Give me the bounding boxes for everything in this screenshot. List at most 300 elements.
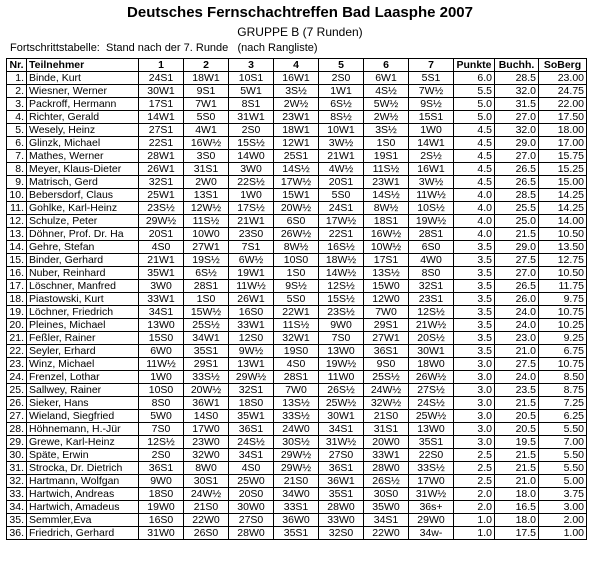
round-result-cell: 20S0 [229,488,274,501]
round-result-cell: 21W1 [229,215,274,228]
table-row [7,176,587,189]
round-result-cell: 11W½ [139,358,184,371]
round-result-cell: 5W½ [364,98,409,111]
round-result-cell: 27S0 [229,514,274,527]
table-row [7,228,587,241]
round-result-cell: 9S½ [274,280,319,293]
page-title: Deutsches Fernschachtreffen Bad Laasphe 2007 [127,4,473,21]
buchholz-cell: 21.0 [495,345,539,358]
round-result-cell: 19W½ [319,358,364,371]
round-result-cell: 1S0 [364,137,409,150]
round-result-cell: 25S1 [274,150,319,163]
round-result-cell: 29S1 [184,358,229,371]
round-result-cell: 32S1 [229,384,274,397]
column-header: Punkte [454,59,495,72]
sonneborn-berger-cell: 12.75 [539,254,587,267]
round-result-cell: 5S0 [319,189,364,202]
player-name-cell: Bebersdorf, Claus [27,189,139,202]
table-row [7,462,587,475]
buchholz-cell: 27.5 [495,254,539,267]
table-subtitle: Fortschrittstabelle: Stand nach der 7. Runde (nach Rangliste) [10,42,318,54]
round-result-cell: 19W0 [139,501,184,514]
round-result-cell: 10S0 [274,254,319,267]
round-result-cell: 20S½ [409,332,454,345]
sonneborn-berger-cell: 17.50 [539,111,587,124]
round-result-cell: 24W½ [364,384,409,397]
sonneborn-berger-cell: 24.75 [539,85,587,98]
round-result-cell: 36S1 [139,462,184,475]
round-result-cell: 8W½ [364,202,409,215]
round-result-cell: 28W0 [229,527,274,540]
round-result-cell: 4S0 [274,358,319,371]
player-name-cell: Löschner, Manfred [27,280,139,293]
column-header: 6 [364,59,409,72]
round-result-cell: 36S1 [364,345,409,358]
round-result-cell: 1W1 [319,85,364,98]
column-header: Nr. [7,59,27,72]
player-name-cell: Packroff, Hermann [27,98,139,111]
round-result-cell: 33W1 [364,449,409,462]
round-result-cell: 20S1 [139,228,184,241]
round-result-cell: 22S1 [139,137,184,150]
table-row [7,488,587,501]
column-header: Teilnehmer [27,59,139,72]
rank-cell: 19. [7,306,27,319]
sonneborn-berger-cell: 10.75 [539,306,587,319]
table-row [7,345,587,358]
column-header: 4 [274,59,319,72]
points-cell: 4.5 [454,137,495,150]
player-name-cell: Frenzel, Lothar [27,371,139,384]
player-name-cell: Gohlke, Karl-Heinz [27,202,139,215]
player-name-cell: Hartmann, Wolfgan [27,475,139,488]
points-cell: 3.5 [454,267,495,280]
buchholz-cell: 21.5 [495,462,539,475]
sonneborn-berger-cell: 10.25 [539,319,587,332]
round-result-cell: 19W1 [229,267,274,280]
round-result-cell: 28S1 [409,228,454,241]
round-result-cell: 8W½ [274,241,319,254]
round-result-cell: 15S0 [139,332,184,345]
round-result-cell: 22W0 [364,527,409,540]
round-result-cell: 6S0 [409,241,454,254]
round-result-cell: 24S1 [139,72,184,85]
round-result-cell: 24S½ [229,436,274,449]
player-name-cell: Hartwich, Andreas [27,488,139,501]
round-result-cell: 5W1 [229,85,274,98]
round-result-cell: 23W0 [184,436,229,449]
buchholz-cell: 25.0 [495,215,539,228]
rank-cell: 1. [7,72,27,85]
rank-cell: 11. [7,202,27,215]
rank-cell: 23. [7,358,27,371]
round-result-cell: 34S1 [364,514,409,527]
player-name-cell: Grewe, Karl-Heinz [27,436,139,449]
column-header: 1 [139,59,184,72]
column-header: 7 [409,59,454,72]
player-name-cell: Mathes, Werner [27,150,139,163]
round-result-cell: 8S0 [139,397,184,410]
points-cell: 3.5 [454,241,495,254]
round-result-cell: 14W1 [139,111,184,124]
round-result-cell: 8W0 [184,462,229,475]
round-result-cell: 1W0 [139,371,184,384]
buchholz-cell: 25.5 [495,202,539,215]
round-result-cell: 26W1 [139,163,184,176]
standings-table [6,58,587,540]
round-result-cell: 3W½ [319,137,364,150]
round-result-cell: 30W1 [139,85,184,98]
round-result-cell: 1S0 [274,267,319,280]
round-result-cell: 31W½ [409,488,454,501]
round-result-cell: 30S0 [364,488,409,501]
round-result-cell: 6W0 [139,345,184,358]
rank-cell: 9. [7,176,27,189]
player-name-cell: Semmler,Eva [27,514,139,527]
player-name-cell: Meyer, Klaus-Dieter [27,163,139,176]
round-result-cell: 11S½ [364,163,409,176]
rank-cell: 33. [7,488,27,501]
round-result-cell: 27S1 [139,124,184,137]
rank-cell: 7. [7,150,27,163]
points-cell: 3.0 [454,423,495,436]
buchholz-cell: 17.5 [495,527,539,540]
buchholz-cell: 28.5 [495,189,539,202]
round-result-cell: 11W0 [319,371,364,384]
round-result-cell: 12S0 [229,332,274,345]
round-result-cell: 15W½ [184,306,229,319]
rank-cell: 30. [7,449,27,462]
round-result-cell: 35S1 [319,488,364,501]
round-result-cell: 7W1 [184,98,229,111]
round-result-cell: 7W0 [364,306,409,319]
points-cell: 4.5 [454,124,495,137]
points-cell: 5.0 [454,111,495,124]
round-result-cell: 16S½ [319,241,364,254]
round-result-cell: 12S½ [139,436,184,449]
round-result-cell: 13S1 [184,189,229,202]
sonneborn-berger-cell: 3.00 [539,501,587,514]
round-result-cell: 35W0 [364,501,409,514]
round-result-cell: 29W½ [274,449,319,462]
rank-cell: 36. [7,527,27,540]
round-result-cell: 4W1 [184,124,229,137]
round-result-cell: 27S0 [319,449,364,462]
round-result-cell: 18W½ [319,254,364,267]
round-result-cell: 5S1 [409,72,454,85]
round-result-cell: 28S1 [184,280,229,293]
round-result-cell: 7W½ [409,85,454,98]
points-cell: 3.0 [454,358,495,371]
round-result-cell: 32S1 [139,176,184,189]
round-result-cell: 31W0 [139,527,184,540]
table-row [7,306,587,319]
points-cell: 1.0 [454,514,495,527]
table-row [7,137,587,150]
sonneborn-berger-cell: 15.25 [539,163,587,176]
table-row [7,527,587,540]
points-cell: 3.0 [454,371,495,384]
round-result-cell: 25W½ [409,410,454,423]
buchholz-cell: 23.0 [495,332,539,345]
rank-cell: 31. [7,462,27,475]
points-cell: 3.5 [454,280,495,293]
sonneborn-berger-cell: 6.75 [539,345,587,358]
round-result-cell: 19S1 [364,150,409,163]
player-name-cell: Seyler, Erhard [27,345,139,358]
round-result-cell: 1W0 [229,189,274,202]
player-name-cell: Friedrich, Gerhard [27,527,139,540]
round-result-cell: 6W1 [364,72,409,85]
round-result-cell: 16W1 [409,163,454,176]
player-name-cell: Höhnemann, H.-Jür [27,423,139,436]
round-result-cell: 33W1 [139,293,184,306]
sonneborn-berger-cell: 1.00 [539,527,587,540]
buchholz-cell: 28.5 [495,72,539,85]
round-result-cell: 35W1 [229,410,274,423]
rank-cell: 32. [7,475,27,488]
round-result-cell: 19W½ [409,215,454,228]
rank-cell: 10. [7,189,27,202]
round-result-cell: 35S1 [274,527,319,540]
sonneborn-berger-cell: 5.50 [539,423,587,436]
sonneborn-berger-cell: 14.00 [539,215,587,228]
round-result-cell: 24S1 [319,202,364,215]
round-result-cell: 26S0 [184,527,229,540]
sonneborn-berger-cell: 8.50 [539,371,587,384]
round-result-cell: 15W0 [364,280,409,293]
table-body [7,72,587,540]
round-result-cell: 6S½ [319,98,364,111]
buchholz-cell: 26.5 [495,176,539,189]
sonneborn-berger-cell: 17.00 [539,137,587,150]
round-result-cell: 13W0 [409,423,454,436]
round-result-cell: 2W½ [274,98,319,111]
round-result-cell: 27S½ [409,384,454,397]
round-result-cell: 17W½ [319,215,364,228]
points-cell: 4.0 [454,215,495,228]
round-result-cell: 18S0 [139,488,184,501]
round-result-cell: 16W½ [364,228,409,241]
round-result-cell: 34w- [409,527,454,540]
round-result-cell: 13W1 [229,358,274,371]
round-result-cell: 2W0 [184,176,229,189]
player-name-cell: Matrisch, Gerd [27,176,139,189]
points-cell: 2.5 [454,449,495,462]
points-cell: 6.0 [454,72,495,85]
round-result-cell: 12W1 [274,137,319,150]
sonneborn-berger-cell: 23.00 [539,72,587,85]
round-result-cell: 24W½ [184,488,229,501]
points-cell: 3.0 [454,397,495,410]
round-result-cell: 33S½ [409,462,454,475]
round-result-cell: 27W1 [364,332,409,345]
round-result-cell: 16W½ [184,137,229,150]
round-result-cell: 2W½ [364,111,409,124]
round-result-cell: 25S½ [184,319,229,332]
round-result-cell: 17S½ [229,202,274,215]
rank-cell: 4. [7,111,27,124]
round-result-cell: 13S½ [364,267,409,280]
points-cell: 4.5 [454,163,495,176]
rank-cell: 2. [7,85,27,98]
round-result-cell: 6S½ [184,267,229,280]
round-result-cell: 26W½ [274,228,319,241]
rank-cell: 5. [7,124,27,137]
buchholz-cell: 24.0 [495,371,539,384]
buchholz-cell: 24.0 [495,319,539,332]
round-result-cell: 32W½ [364,397,409,410]
player-name-cell: Glinzk, Michael [27,137,139,150]
round-result-cell: 36S1 [319,462,364,475]
round-result-cell: 36W1 [184,397,229,410]
rank-cell: 20. [7,319,27,332]
round-result-cell: 12S½ [409,306,454,319]
sonneborn-berger-cell: 9.25 [539,332,587,345]
round-result-cell: 32S0 [319,527,364,540]
points-cell: 3.5 [454,345,495,358]
round-result-cell: 29S1 [364,319,409,332]
round-result-cell: 22W1 [274,306,319,319]
rank-cell: 27. [7,410,27,423]
sonneborn-berger-cell: 2.00 [539,514,587,527]
buchholz-cell: 32.0 [495,85,539,98]
round-result-cell: 22W0 [184,514,229,527]
round-result-cell: 8S½ [319,111,364,124]
buchholz-cell: 21.5 [495,449,539,462]
round-result-cell: 36W0 [274,514,319,527]
buchholz-cell: 26.0 [495,293,539,306]
round-result-cell: 19S0 [274,345,319,358]
rank-cell: 14. [7,241,27,254]
round-result-cell: 29W0 [409,514,454,527]
points-cell: 4.5 [454,150,495,163]
table-row [7,384,587,397]
round-result-cell: 36W1 [319,475,364,488]
points-cell: 3.0 [454,410,495,423]
round-result-cell: 11W½ [229,280,274,293]
points-cell: 4.0 [454,202,495,215]
buchholz-cell: 18.0 [495,514,539,527]
round-result-cell: 17W0 [184,423,229,436]
table-row [7,111,587,124]
rank-cell: 6. [7,137,27,150]
round-result-cell: 4S0 [229,462,274,475]
round-result-cell: 31W1 [229,111,274,124]
rank-cell: 12. [7,215,27,228]
round-result-cell: 24W0 [274,423,319,436]
player-name-cell: Späte, Erwin [27,449,139,462]
round-result-cell: 1S0 [184,293,229,306]
round-result-cell: 33S1 [274,501,319,514]
round-result-cell: 15S½ [229,137,274,150]
table-row [7,436,587,449]
round-result-cell: 9S1 [184,85,229,98]
rank-cell: 3. [7,98,27,111]
round-result-cell: 25W1 [139,189,184,202]
column-header: 3 [229,59,274,72]
player-name-cell: Piastowski, Kurt [27,293,139,306]
table-row [7,150,587,163]
round-result-cell: 23S½ [139,202,184,215]
round-result-cell: 34S1 [229,449,274,462]
round-result-cell: 11S½ [274,319,319,332]
round-result-cell: 4W½ [319,163,364,176]
rank-cell: 22. [7,345,27,358]
round-result-cell: 35W1 [139,267,184,280]
rank-cell: 13. [7,228,27,241]
sonneborn-berger-cell: 7.25 [539,397,587,410]
sonneborn-berger-cell: 10.75 [539,358,587,371]
round-result-cell: 36s+ [409,501,454,514]
round-result-cell: 31W½ [319,436,364,449]
round-result-cell: 16S0 [139,514,184,527]
sonneborn-berger-cell: 15.75 [539,150,587,163]
player-name-cell: Pleines, Michael [27,319,139,332]
rank-cell: 26. [7,397,27,410]
round-result-cell: 18S0 [229,397,274,410]
round-result-cell: 1W0 [409,124,454,137]
points-cell: 3.5 [454,306,495,319]
player-name-cell: Löchner, Friedrich [27,306,139,319]
points-cell: 5.0 [454,98,495,111]
table-row [7,163,587,176]
player-name-cell: Gehre, Stefan [27,241,139,254]
buchholz-cell: 20.5 [495,410,539,423]
table-row [7,397,587,410]
round-result-cell: 29W½ [139,215,184,228]
buchholz-cell: 27.0 [495,267,539,280]
player-name-cell: Schulze, Peter [27,215,139,228]
points-cell: 3.0 [454,384,495,397]
player-name-cell: Hartwich, Amadeus [27,501,139,514]
table-row [7,410,587,423]
round-result-cell: 27W1 [184,241,229,254]
table-row [7,449,587,462]
buchholz-cell: 24.0 [495,306,539,319]
round-result-cell: 2S0 [139,449,184,462]
sonneborn-berger-cell: 10.50 [539,267,587,280]
rank-cell: 35. [7,514,27,527]
buchholz-cell: 21.0 [495,475,539,488]
round-result-cell: 34W1 [184,332,229,345]
round-result-cell: 5W0 [139,410,184,423]
round-result-cell: 17S1 [139,98,184,111]
round-result-cell: 12W½ [184,202,229,215]
round-result-cell: 22S1 [319,228,364,241]
round-result-cell: 20W0 [364,436,409,449]
round-result-cell: 26S½ [319,384,364,397]
round-result-cell: 17W½ [274,176,319,189]
round-result-cell: 23S½ [319,306,364,319]
round-result-cell: 4W0 [409,254,454,267]
round-result-cell: 33S½ [274,410,319,423]
round-result-cell: 30W1 [409,345,454,358]
round-result-cell: 28W0 [364,462,409,475]
round-result-cell: 17W0 [409,475,454,488]
sonneborn-berger-cell: 5.50 [539,449,587,462]
buchholz-cell: 29.0 [495,241,539,254]
round-result-cell: 21S0 [364,410,409,423]
round-result-cell: 12W0 [364,293,409,306]
column-header: 5 [319,59,364,72]
sonneborn-berger-cell: 7.00 [539,436,587,449]
round-result-cell: 3W0 [229,163,274,176]
round-result-cell: 32W1 [274,332,319,345]
buchholz-cell: 31.5 [495,98,539,111]
points-cell: 4.0 [454,189,495,202]
header-row [7,59,587,72]
